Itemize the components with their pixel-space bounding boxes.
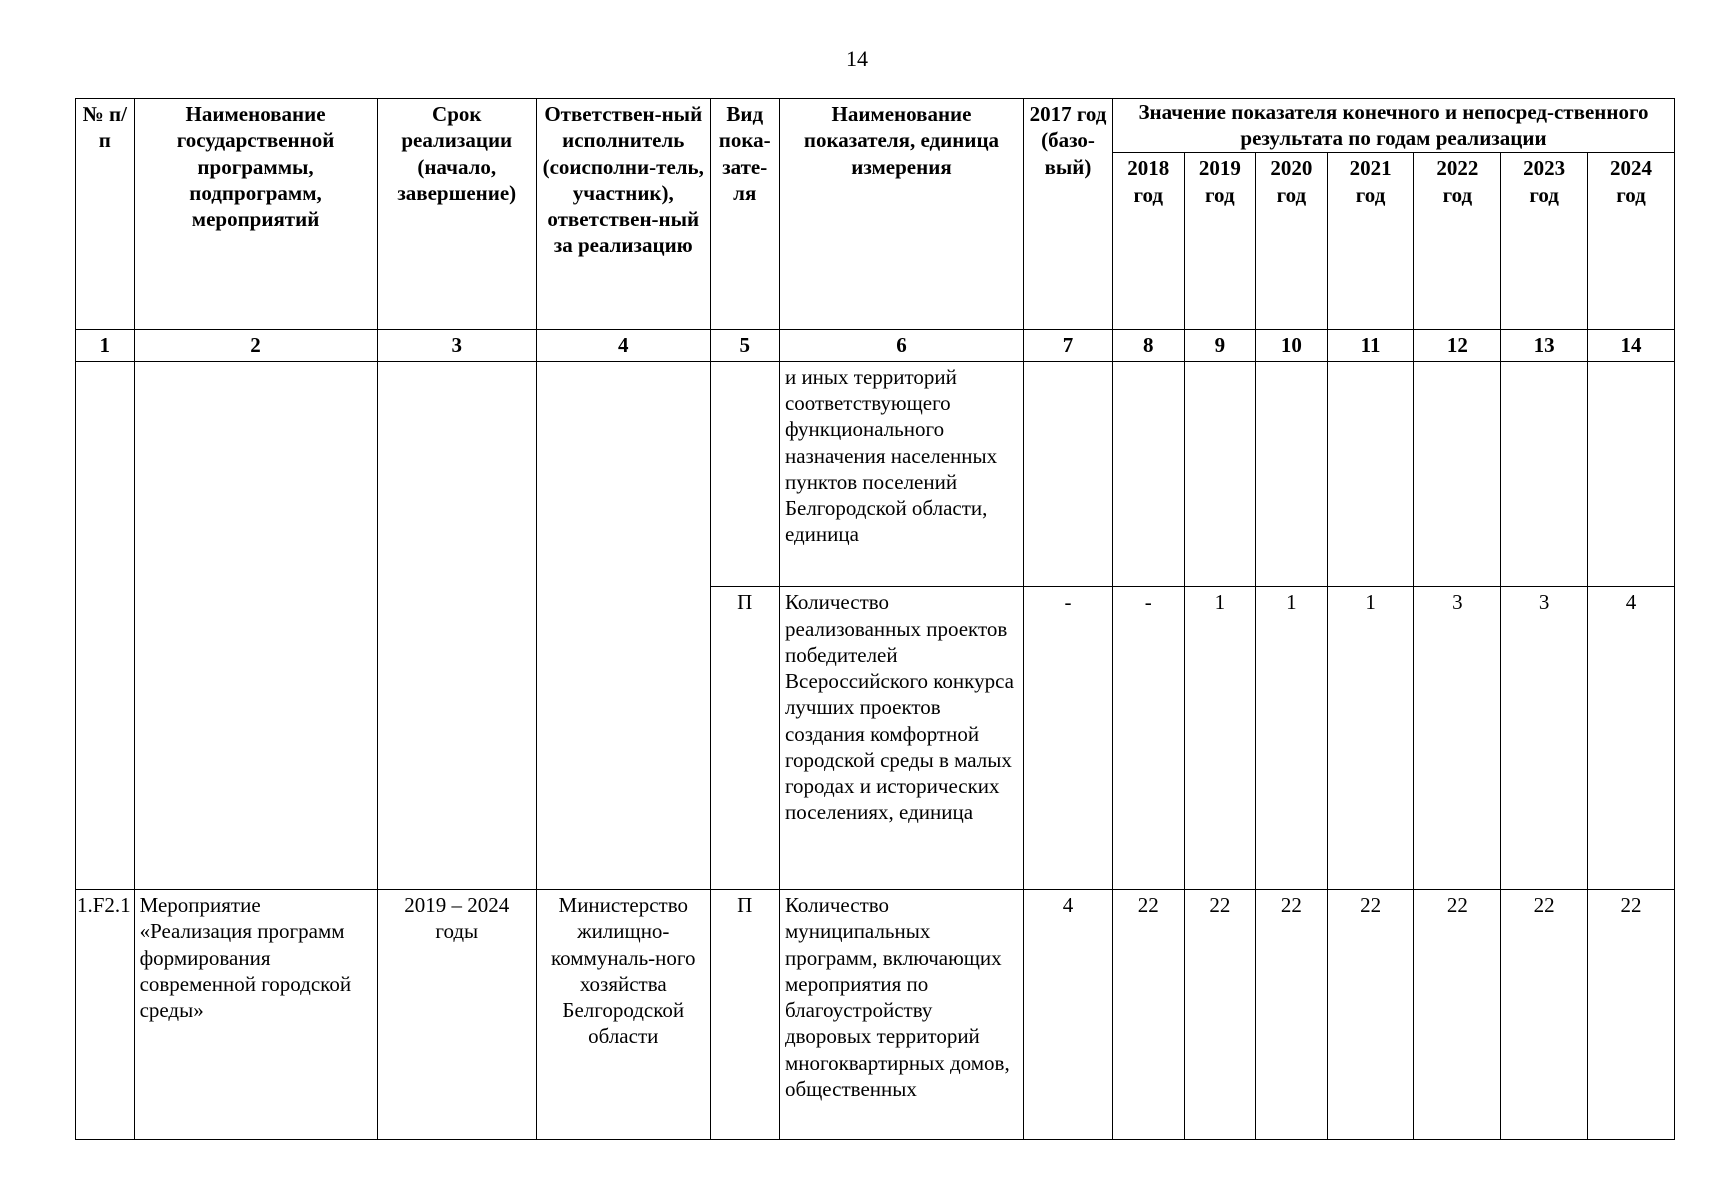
row-value-2022: [1414, 361, 1501, 587]
header-year-2020: 2020 год: [1256, 153, 1328, 330]
row-indicator-cell: и иных территорий соответствующего функционального назначения населенных пунктов поселений Белгородской области, единица: [779, 361, 1023, 587]
row-base-value: -: [1024, 587, 1113, 890]
header-year-2023: 2023 год: [1501, 153, 1588, 330]
header-term: Срок реализации (начало, завершение): [377, 99, 536, 330]
row-value-2024: 22: [1587, 890, 1674, 1140]
header-year-2018: 2018 год: [1112, 153, 1184, 330]
header-indicator-type: Вид пока-зате-ля: [710, 99, 779, 330]
header-num: № п/п: [76, 99, 135, 330]
header-year-2022: 2022 год: [1414, 153, 1501, 330]
header-base-year: 2017 год (базо-вый): [1024, 99, 1113, 330]
column-number: 8: [1112, 330, 1184, 362]
row-value-2021: 22: [1327, 890, 1414, 1140]
row-term-cell: 2019 – 2024 годы: [377, 890, 536, 1140]
column-number: 10: [1256, 330, 1328, 362]
row-value-2022: 22: [1414, 890, 1501, 1140]
row-num-cell: [76, 361, 135, 889]
column-number-row: [76, 330, 1675, 362]
row-value-2018: -: [1112, 587, 1184, 890]
row-indicator-cell: Количество реализованных проектов победителей Всероссийского конкурса лучших проектов создания комфортной городской среды в малых городах и исторических поселениях, единица: [779, 587, 1023, 890]
row-name-cell: Мероприятие «Реализация программ формирования современной городской среды»: [134, 890, 377, 1140]
column-number: 6: [779, 330, 1023, 362]
row-value-2023: 3: [1501, 587, 1588, 890]
row-value-2024: [1587, 361, 1674, 587]
column-number: 13: [1501, 330, 1588, 362]
row-value-2019: 1: [1184, 587, 1256, 890]
header-values-group: Значение показателя конечного и непосред-ственного результата по годам реализации: [1112, 99, 1674, 153]
table-row: [76, 361, 1675, 587]
column-number: 12: [1414, 330, 1501, 362]
row-base-value: 4: [1024, 890, 1113, 1140]
row-value-2023: [1501, 361, 1588, 587]
indicators-table: [75, 98, 1675, 1140]
column-number: 5: [710, 330, 779, 362]
column-number: 2: [134, 330, 377, 362]
row-value-2022: 3: [1414, 587, 1501, 890]
column-number: 14: [1587, 330, 1674, 362]
header-row-1: [76, 99, 1675, 153]
row-indicator-cell: Количество муниципальных программ, включающих мероприятия по благоустройству дворовых территорий многоквартирных домов, общественных: [779, 890, 1023, 1140]
row-value-2018: 22: [1112, 890, 1184, 1140]
column-number: 7: [1024, 330, 1113, 362]
header-year-2024: 2024 год: [1587, 153, 1674, 330]
row-name-cell: [134, 361, 377, 889]
column-number: 4: [536, 330, 710, 362]
row-value-2021: [1327, 361, 1414, 587]
row-type-cell: П: [710, 890, 779, 1140]
row-value-2020: [1256, 361, 1328, 587]
column-number: 1: [76, 330, 135, 362]
row-value-2019: [1184, 361, 1256, 587]
row-base-value: [1024, 361, 1113, 587]
header-responsible: Ответствен-ный исполнитель (соисполни-тель, участник), ответствен-ный за реализацию: [536, 99, 710, 330]
column-number: 11: [1327, 330, 1414, 362]
header-year-2021: 2021 год: [1327, 153, 1414, 330]
row-value-2020: 22: [1256, 890, 1328, 1140]
row-value-2021: 1: [1327, 587, 1414, 890]
row-value-2024: 4: [1587, 587, 1674, 890]
page-number: 14: [846, 46, 868, 71]
column-number: 9: [1184, 330, 1256, 362]
header-indicator-name: Наименование показателя, единица измерения: [779, 99, 1023, 330]
column-number: 3: [377, 330, 536, 362]
row-value-2023: 22: [1501, 890, 1588, 1140]
header-year-2019: 2019 год: [1184, 153, 1256, 330]
row-value-2019: 22: [1184, 890, 1256, 1140]
table-row: [76, 890, 1675, 1140]
row-type-cell: [710, 361, 779, 587]
row-value-2018: [1112, 361, 1184, 587]
row-num-cell: 1.F2.1: [76, 890, 135, 1140]
row-responsible-cell: [536, 361, 710, 889]
row-term-cell: [377, 361, 536, 889]
row-responsible-cell: Министерство жилищно-коммуналь-ного хозяйства Белгородской области: [536, 890, 710, 1140]
row-value-2020: 1: [1256, 587, 1328, 890]
header-program-name: Наименование государственной программы, подпрограмм, мероприятий: [134, 99, 377, 330]
row-type-cell: П: [710, 587, 779, 890]
